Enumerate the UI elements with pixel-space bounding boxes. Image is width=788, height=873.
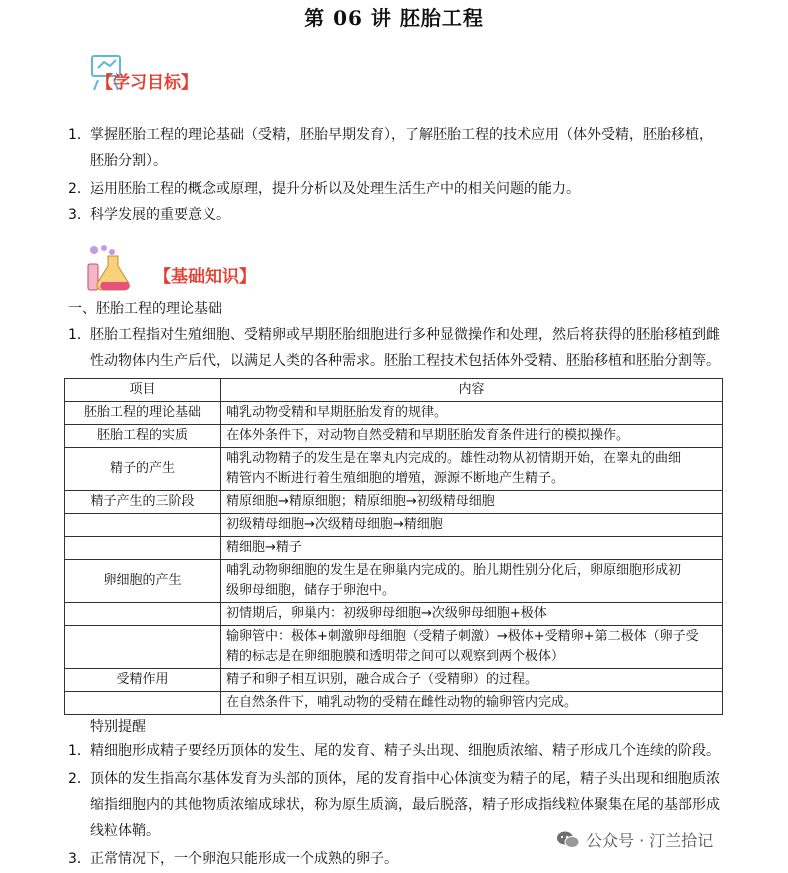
objective-item-cont: 胚胎分割）。 xyxy=(90,153,167,169)
row-item: 胚胎工程的理论基础 xyxy=(65,402,221,425)
row-item xyxy=(65,514,221,537)
row-content: 精子和卵子相互识别，融合成合子（受精卵）的过程。 xyxy=(221,669,723,692)
notice-item: 1．精细胞形成精子要经历顶体的发生、尾的发育、精子头出现、细胞质浓缩、精子形成几个连续的阶段。 xyxy=(68,743,720,759)
row-item: 胚胎工程的实质 xyxy=(65,425,221,448)
table-row xyxy=(65,669,723,692)
objective-item: 3．科学发展的重要意义。 xyxy=(68,207,230,223)
section-item: 1．胚胎工程指对生殖细胞、受精卵或早期胚胎细胞进行多种显微操作和处理，然后将获得的胚胎移植到雌 xyxy=(68,327,720,343)
row-item xyxy=(65,603,221,626)
table-row xyxy=(65,514,723,537)
table-row xyxy=(65,692,723,715)
table-row xyxy=(65,626,723,669)
table-row xyxy=(65,425,723,448)
basics-heading: 【基础知识】 xyxy=(154,267,256,287)
table-row xyxy=(65,448,723,491)
notice-item: 2．顶体的发生指高尔基体发育为头部的顶体，尾的发育指中心体演变为精子的尾，精子头出现和细胞质浓 xyxy=(68,771,720,787)
row-content: 哺乳动物受精和早期胚胎发育的规律。 xyxy=(221,402,723,425)
row-content: 哺乳动物卵细胞的发生是在卵巢内完成的。胎儿期性别分化后，卵原细胞形成初 级卵母细胞，储存于卵泡中。 xyxy=(221,560,723,603)
notice-item: 3．正常情况下，一个卵泡只能形成一个成熟的卵子。 xyxy=(68,851,398,867)
table-row xyxy=(65,402,723,425)
notice-item-cont: 缩指细胞内的其他物质浓缩成球状，称为原生质滴，最后脱落，精子形成指线粒体聚集在尾的基部形成 xyxy=(90,797,720,813)
table-header-row xyxy=(65,379,723,402)
knowledge-table xyxy=(64,378,723,715)
row-content: 精原细胞→精原细胞；精原细胞→初级精母细胞 xyxy=(221,491,723,514)
section-item-cont: 性动物体内生产后代，以满足人类的各种需求。胚胎工程技术包括体外受精、胚胎移植和胚胎分割等。 xyxy=(90,353,720,369)
table-row xyxy=(65,560,723,603)
row-item xyxy=(65,626,221,669)
watermark xyxy=(556,828,713,851)
notice-item-cont: 线粒体鞘。 xyxy=(90,823,160,839)
row-item xyxy=(65,537,221,560)
row-content: 在体外条件下，对动物自然受精和早期胚胎发育条件进行的模拟操作。 xyxy=(221,425,723,448)
row-item: 受精作用 xyxy=(65,669,221,692)
flask-icon xyxy=(82,242,134,294)
objective-item: 2．运用胚胎工程的概念或原理，提升分析以及处理生活生产中的相关问题的能力。 xyxy=(68,181,580,197)
row-content: 哺乳动物精子的发生是在睾丸内完成的。雄性动物从初情期开始，在睾丸的曲细 精管内不断进行着生殖细胞的增殖，源源不断地产生精子。 xyxy=(221,448,723,491)
row-content: 精细胞→精子 xyxy=(221,537,723,560)
page-title: 第 06 讲 胚胎工程 xyxy=(304,6,484,30)
row-content: 输卵管中：极体+刺激卵母细胞（受精子刺激）→极体+受精卵+第二极体（卵子受 精的标志是在卵细胞膜和透明带之间可以观察到两个极体） xyxy=(221,626,723,669)
row-content: 初级精母细胞→次级精母细胞→精细胞 xyxy=(221,514,723,537)
table-row xyxy=(65,603,723,626)
goals-heading: 【学习目标】 xyxy=(96,73,198,93)
row-item xyxy=(65,692,221,715)
header-content: 内容 xyxy=(221,379,723,402)
row-item: 精子的产生 xyxy=(65,448,221,491)
row-content: 在自然条件下，哺乳动物的受精在雌性动物的输卵管内完成。 xyxy=(221,692,723,715)
row-item: 精子产生的三阶段 xyxy=(65,491,221,514)
wechat-icon xyxy=(556,830,580,850)
notice-title: 特别提醒 xyxy=(90,719,146,735)
watermark-text: 公众号 · 汀兰拾记 xyxy=(586,831,714,850)
row-content: 初情期后，卵巢内：初级卵母细胞→次级卵母细胞+极体 xyxy=(221,603,723,626)
row-item: 卵细胞的产生 xyxy=(65,560,221,603)
header-item: 项目 xyxy=(65,379,221,402)
table-row xyxy=(65,491,723,514)
section-title: 一、胚胎工程的理论基础 xyxy=(68,301,222,317)
objective-item: 1．掌握胚胎工程的理论基础（受精，胚胎早期发育），了解胚胎工程的技术应用（体外受精，胚胎移植， xyxy=(68,127,713,143)
table-row xyxy=(65,537,723,560)
